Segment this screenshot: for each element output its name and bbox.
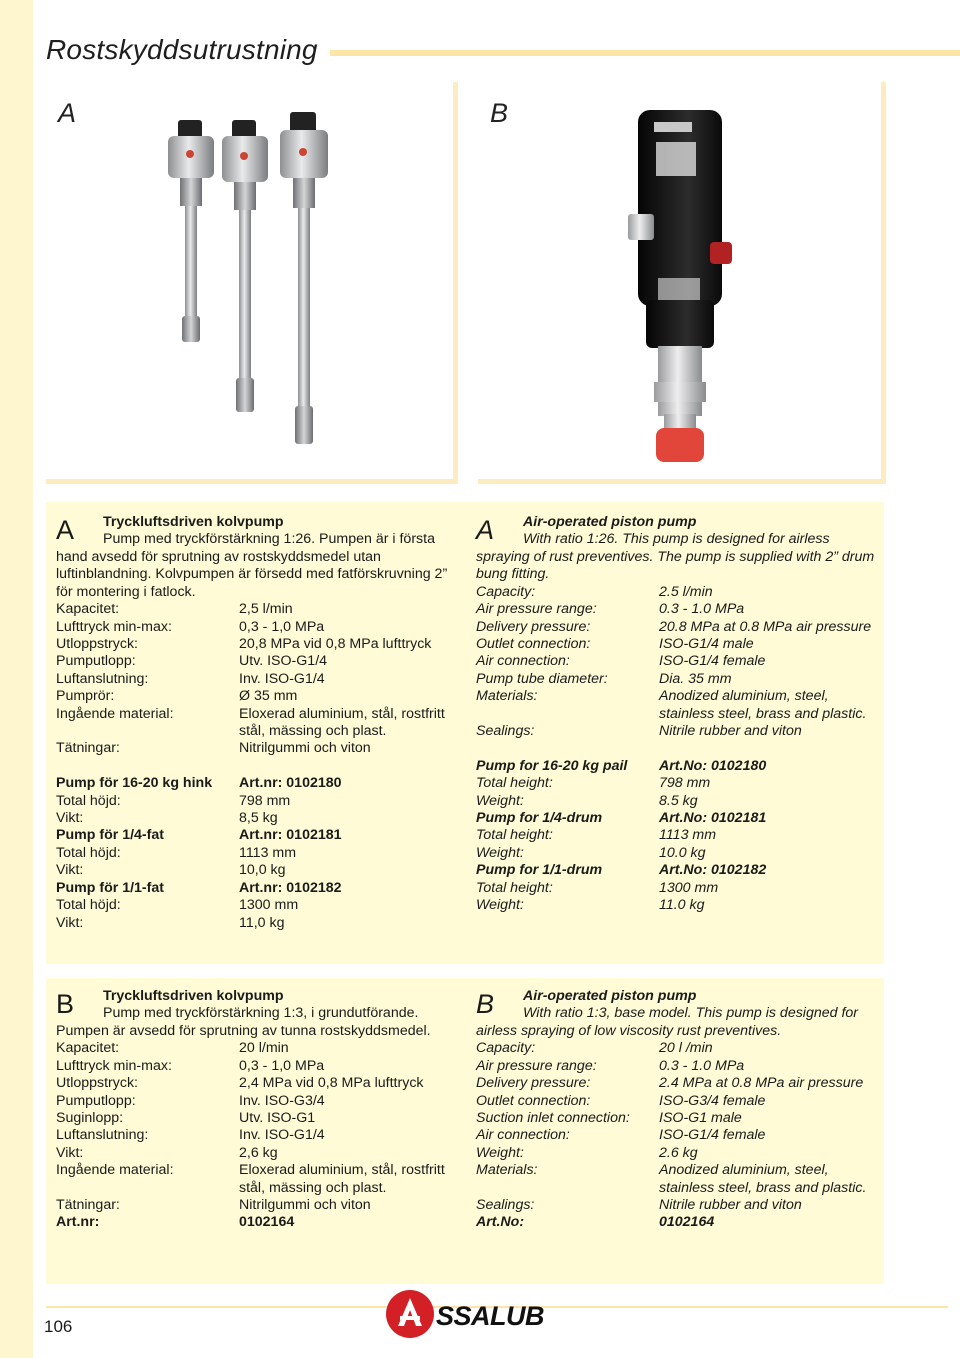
- spec-row: [56, 1214, 456, 1231]
- spec-row: [476, 1093, 881, 1110]
- spec-label: Vikt:: [56, 914, 84, 931]
- spec-value: 20,8 MPa vid 0,8 MPa lufttryck: [239, 636, 432, 653]
- spec-value: 1300 mm: [659, 879, 719, 896]
- spec-row: [476, 897, 881, 914]
- spec-label: Pump for 16-20 kg pail: [476, 757, 628, 774]
- spec-row: [476, 1127, 881, 1144]
- spec-value: 1300 mm: [239, 897, 299, 914]
- spec-row: [476, 619, 881, 636]
- section-title: Tryckluftsdriven kolvpump: [103, 514, 284, 530]
- spec-row: [56, 1075, 456, 1092]
- spec-row: [56, 619, 456, 636]
- spec-label: Vikt:: [56, 862, 84, 879]
- spec-label: Air pressure range:: [476, 601, 597, 618]
- section-intro: Pumpen är avsedd för sprutning av tunna rostskyddsmedel.: [56, 1023, 431, 1039]
- spec-value: Art.nr: 0102180: [239, 775, 342, 792]
- spec-label: Capacity:: [476, 583, 536, 600]
- spec-label: Ingående material:: [56, 705, 174, 722]
- spec-value: 10.0 kg: [659, 844, 706, 861]
- section-sv-a: [56, 514, 456, 932]
- spec-value: ISO-G1/4 female: [659, 1127, 766, 1144]
- spec-row: [56, 1058, 456, 1075]
- spec-value: 10,0 kg: [239, 862, 286, 879]
- spec-value: Inv. ISO-G3/4: [239, 1092, 325, 1109]
- model-list: [476, 758, 881, 915]
- spec-row: [476, 775, 881, 792]
- spec-row: [476, 671, 881, 688]
- spec-value: Art.No: 0102182: [659, 862, 767, 879]
- spec-row: [476, 793, 881, 810]
- spec-label: Outlet connection:: [476, 636, 591, 653]
- spec-row: [476, 1214, 881, 1231]
- pump-long: [280, 112, 328, 444]
- spec-label: Vikt:: [56, 810, 84, 827]
- spec-label: Total höjd:: [56, 844, 121, 861]
- svg-text:SSALUB: SSALUB: [436, 1301, 545, 1331]
- spec-label: Air connection:: [476, 1127, 570, 1144]
- spec-row: [56, 1127, 456, 1144]
- spec-value: 20.8 MPa at 0.8 MPa air pressure: [659, 618, 872, 635]
- spec-label: Art.No:: [476, 1214, 525, 1231]
- spec-value: 0,3 - 1,0 MPa: [239, 1057, 325, 1074]
- spec-label: Suction inlet connection:: [476, 1110, 630, 1127]
- pump-short: [168, 120, 214, 342]
- spec-row: [476, 636, 881, 653]
- spec-value: Art.No: 0102180: [659, 757, 767, 774]
- spec-row: [56, 880, 456, 897]
- spec-label: Pump för 1/4-fat: [56, 827, 164, 844]
- section-title: Tryckluftsdriven kolvpump: [103, 988, 284, 1004]
- spec-row: [476, 827, 881, 844]
- section-title: Air-operated piston pump: [523, 514, 697, 530]
- spec-label: Sealings:: [476, 723, 535, 740]
- spec-value: Anodized aluminium, steel, stainless steel, brass and plastic.: [659, 688, 867, 722]
- spec-row: [476, 1110, 881, 1127]
- spec-list: [56, 1040, 456, 1231]
- section-subtitle: With ratio 1:26. This pump is designed for airless: [523, 531, 830, 548]
- spec-row: [476, 1145, 881, 1162]
- spec-value: Ø 35 mm: [239, 688, 298, 705]
- spec-list: [56, 601, 456, 758]
- spec-value: 1113 mm: [659, 827, 717, 844]
- spec-value: 8.5 kg: [659, 792, 698, 809]
- photo-letter-a: A: [58, 98, 77, 128]
- spec-value: 2,5 l/min: [239, 601, 293, 618]
- spec-label: Ingående material:: [56, 1162, 174, 1179]
- spec-row: [56, 897, 456, 914]
- spec-value: 2,4 MPa vid 0,8 MPa lufttryck: [239, 1075, 424, 1092]
- spec-label: Utloppstryck:: [56, 1075, 138, 1092]
- spec-row: [56, 688, 456, 705]
- spec-label: Weight:: [476, 1144, 524, 1161]
- spec-row: [476, 1040, 881, 1057]
- spec-label: Delivery pressure:: [476, 618, 591, 635]
- spec-label: Utloppstryck:: [56, 636, 138, 653]
- spec-row: [56, 636, 456, 653]
- spec-value: Anodized aluminium, steel, stainless steel, brass and plastic.: [659, 1162, 867, 1196]
- spec-label: Total height:: [476, 827, 553, 844]
- spec-value: 0102164: [239, 1214, 295, 1231]
- spec-value: 11,0 kg: [239, 914, 285, 931]
- section-subtitle: Pump med tryckförstärkning 1:26. Pumpen är i första: [103, 531, 435, 548]
- spec-row: [476, 688, 881, 723]
- photo-letter-b: B: [490, 98, 509, 128]
- spec-row: [56, 775, 456, 792]
- spec-label: Weight:: [476, 897, 524, 914]
- spec-value: 1113 mm: [239, 844, 297, 861]
- spec-value: Nitrile rubber and viton: [659, 723, 802, 740]
- spec-value: Eloxerad aluminium, stål, rostfritt stål, mässing och plast.: [239, 1162, 445, 1196]
- spec-label: Pump för 1/1-fat: [56, 879, 164, 896]
- section-en-b: [476, 988, 881, 1232]
- section-en-a: [476, 514, 881, 915]
- model-list: [56, 775, 456, 932]
- spec-row: [56, 671, 456, 688]
- section-title: Air-operated piston pump: [523, 988, 697, 1004]
- spec-row: [56, 706, 456, 741]
- spec-list: [476, 1040, 881, 1231]
- spec-row: [476, 845, 881, 862]
- spec-label: Pump tube diameter:: [476, 670, 608, 687]
- spec-value: 0.3 - 1.0 MPa: [659, 601, 745, 618]
- assalub-logo: [384, 1288, 556, 1340]
- spec-label: Total height:: [476, 879, 553, 896]
- pump-medium: [222, 120, 268, 412]
- spec-row: [56, 1145, 456, 1162]
- spec-label: Total höjd:: [56, 792, 121, 809]
- spec-row: [56, 1162, 456, 1197]
- spec-label: Pump för 16-20 kg hink: [56, 775, 213, 792]
- spec-label: Pumputlopp:: [56, 1092, 136, 1109]
- spec-value: Art.No: 0102181: [659, 810, 767, 827]
- spec-row: [56, 810, 456, 827]
- spec-label: Total höjd:: [56, 897, 121, 914]
- spec-value: 0102164: [659, 1214, 715, 1231]
- spec-label: Sealings:: [476, 1197, 535, 1214]
- spec-label: Art.nr:: [56, 1214, 100, 1231]
- photo-pump-b: [478, 82, 886, 484]
- spec-value: 2.6 kg: [659, 1144, 698, 1161]
- spec-value: 0,3 - 1,0 MPa: [239, 618, 325, 635]
- spec-row: [476, 1075, 881, 1092]
- section-letter: B: [476, 989, 495, 1019]
- spec-row: [56, 1093, 456, 1110]
- spec-label: Pumputlopp:: [56, 653, 136, 670]
- spec-label: Total height:: [476, 775, 553, 792]
- spec-label: Weight:: [476, 844, 524, 861]
- spec-value: 798 mm: [659, 775, 711, 792]
- page-title: Rostskyddsutrustning: [46, 34, 318, 65]
- spec-value: 0.3 - 1.0 MPa: [659, 1057, 745, 1074]
- spec-label: Vikt:: [56, 1144, 84, 1161]
- section-letter: B: [56, 989, 75, 1019]
- spec-row: [56, 862, 456, 879]
- spec-value: 11.0 kg: [659, 897, 705, 914]
- spec-row: [476, 1058, 881, 1075]
- spec-value: 2.5 l/min: [659, 583, 713, 600]
- spec-row: [56, 845, 456, 862]
- spec-value: Nitrilgummi och viton: [239, 1197, 371, 1214]
- spec-row: [56, 740, 456, 757]
- pump-a-image: [46, 82, 453, 479]
- spec-value: Inv. ISO-G1/4: [239, 670, 325, 687]
- photo-pump-a: [46, 82, 458, 484]
- spec-value: Utv. ISO-G1/4: [239, 653, 328, 670]
- spec-row: [56, 601, 456, 618]
- spec-value: Art.nr: 0102182: [239, 879, 342, 896]
- section-intro: hand avsedd för sprutning av rostskyddsmedel utan luftinblandning. Kolvpumpen är försedd med fatförskruvning 2” för montering i fatlock.: [56, 549, 448, 600]
- spec-value: 20 l /min: [659, 1040, 713, 1057]
- spec-value: ISO-G1/4 male: [659, 636, 754, 653]
- spec-row: [476, 862, 881, 879]
- spec-row: [476, 723, 881, 740]
- spec-value: Eloxerad aluminium, stål, rostfritt stål, mässing och plast.: [239, 705, 445, 740]
- spec-label: Materials:: [476, 1162, 538, 1179]
- spec-label: Tätningar:: [56, 740, 120, 757]
- spec-row: [56, 1197, 456, 1214]
- spec-label: Suginlopp:: [56, 1110, 124, 1127]
- spec-value: 20 l/min: [239, 1040, 289, 1057]
- section-letter: A: [476, 515, 495, 545]
- spec-row: [476, 653, 881, 670]
- spec-label: Kapacitet:: [56, 601, 120, 618]
- spec-value: ISO-G1 male: [659, 1110, 742, 1127]
- spec-value: Art.nr: 0102181: [239, 827, 342, 844]
- spec-value: Nitrile rubber and viton: [659, 1197, 802, 1214]
- section-sv-b: [56, 988, 456, 1232]
- section-subtitle: Pump med tryckförstärkning 1:3, i grundutförande.: [103, 1005, 419, 1022]
- spec-row: [56, 1110, 456, 1127]
- spec-row: [56, 915, 456, 932]
- spec-row: [476, 1197, 881, 1214]
- spec-list: [476, 584, 881, 741]
- side-strip: [0, 0, 33, 1358]
- spec-row: [56, 1040, 456, 1057]
- spec-value: 798 mm: [239, 792, 291, 809]
- spec-value: 2,6 kg: [239, 1144, 278, 1161]
- spec-row: [56, 793, 456, 810]
- spec-label: Materials:: [476, 688, 538, 705]
- spec-label: Lufttryck min-max:: [56, 1057, 172, 1074]
- spec-label: Pumprör:: [56, 688, 115, 705]
- spec-value: Nitrilgummi och viton: [239, 740, 371, 757]
- spec-label: Pump for 1/1-drum: [476, 862, 603, 879]
- spec-value: 8,5 kg: [239, 810, 278, 827]
- spec-label: Kapacitet:: [56, 1040, 120, 1057]
- spec-label: Delivery pressure:: [476, 1075, 591, 1092]
- spec-row: [476, 601, 881, 618]
- spec-label: Pump for 1/4-drum: [476, 810, 603, 827]
- spec-label: Outlet connection:: [476, 1092, 591, 1109]
- spec-label: Luftanslutning:: [56, 1127, 149, 1144]
- spec-label: Luftanslutning:: [56, 670, 149, 687]
- pump-b-image: [478, 82, 881, 479]
- spec-label: Tätningar:: [56, 1197, 120, 1214]
- spec-row: [476, 1162, 881, 1197]
- title-rule: [330, 50, 960, 56]
- spec-value: ISO-G1/4 female: [659, 653, 766, 670]
- spec-row: [476, 810, 881, 827]
- spec-label: Lufttryck min-max:: [56, 618, 172, 635]
- spec-row: [56, 653, 456, 670]
- spec-value: Utv. ISO-G1: [239, 1110, 316, 1127]
- spec-label: Air pressure range:: [476, 1057, 597, 1074]
- spec-value: ISO-G3/4 female: [659, 1092, 766, 1109]
- spec-row: [476, 880, 881, 897]
- section-intro: airless spraying of low viscosity rust preventives.: [476, 1023, 782, 1039]
- spec-value: Inv. ISO-G1/4: [239, 1127, 325, 1144]
- spec-label: Weight:: [476, 792, 524, 809]
- spec-row: [476, 758, 881, 775]
- spec-value: Dia. 35 mm: [659, 670, 732, 687]
- section-letter: A: [56, 515, 75, 545]
- spec-row: [56, 827, 456, 844]
- spec-label: Air connection:: [476, 653, 570, 670]
- spec-value: 2.4 MPa at 0.8 MPa air pressure: [659, 1075, 864, 1092]
- page-number: 106: [44, 1317, 73, 1336]
- spec-label: Capacity:: [476, 1040, 536, 1057]
- section-subtitle: With ratio 1:3, base model. This pump is designed for: [523, 1005, 859, 1022]
- section-intro: spraying of rust preventives. The pump is supplied with 2” drum bung fitting.: [476, 549, 875, 583]
- spec-row: [476, 584, 881, 601]
